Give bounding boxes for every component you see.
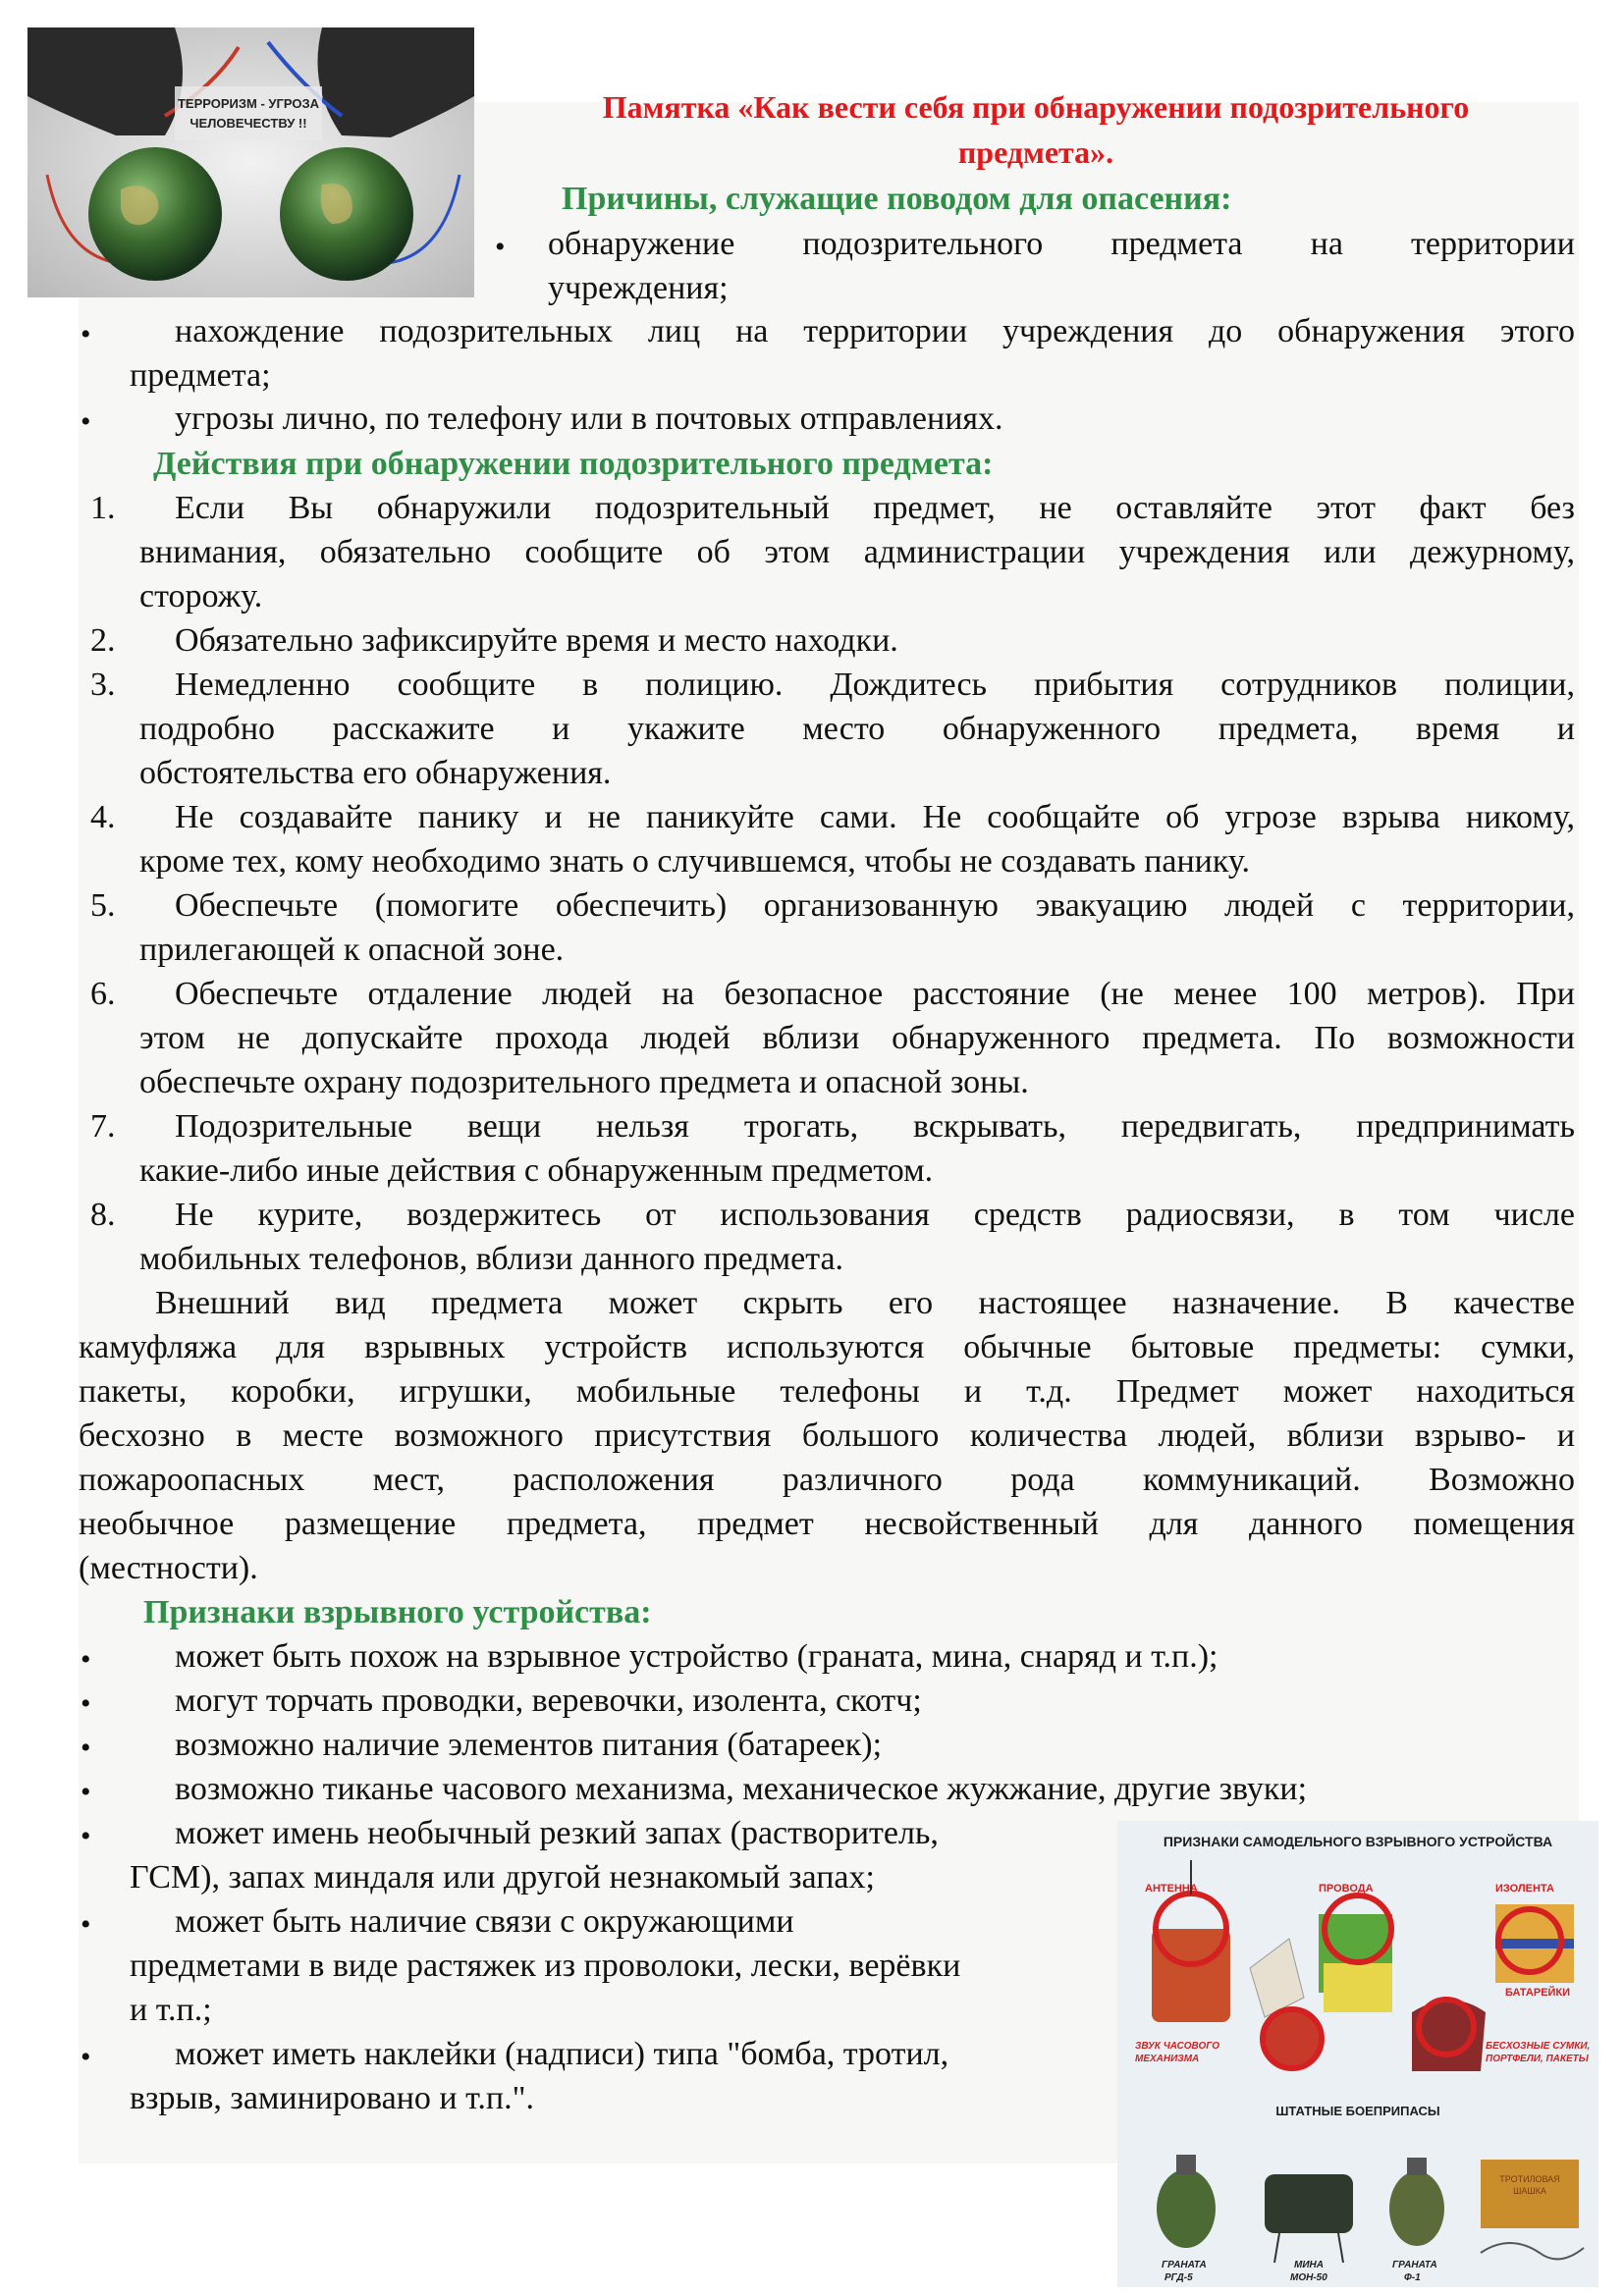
actions-heading: Действия при обнаружении подозрительного предмета: (153, 446, 994, 482)
action-6-line-1: Обеспечьте отдаление людей на безопасное расстояние (не менее 100 метров). При (175, 976, 1575, 1012)
action-7-line-1: Подозрительные вещи нельзя трогать, вскрывать, передвигать, предпринимать (175, 1108, 1575, 1145)
action-6-line-3: обеспечьте охрану подозрительного предмета и опасной зоны. (139, 1064, 1029, 1100)
terrorism-poster-image (27, 27, 474, 297)
bullet-icon: • (81, 318, 91, 350)
action-1-line-3: сторожу. (139, 578, 263, 614)
action-6-number: 6. (90, 976, 116, 1012)
action-1-number: 1. (90, 490, 116, 526)
reason-1-line-2: учреждения; (548, 270, 729, 306)
paragraph-line-4: бесхозно в месте возможного присутствия большого количества людей, вблизи взрыво- и (79, 1417, 1575, 1454)
paragraph-line-2: камуфляжа для взрывных устройств используются обычные бытовые предметы: сумки, (79, 1329, 1575, 1365)
action-8-line-2: мобильных телефонов, вблизи данного предмета. (139, 1241, 844, 1277)
sign-2-line-1: могут торчать проводки, веревочки, изолента, скотч; (175, 1682, 922, 1719)
action-3-line-2: подробно расскажите и укажите место обнаруженного предмета, время и (139, 711, 1575, 747)
paragraph-line-3: пакеты, коробки, игрушки, мобильные телефоны и т.д. Предмет может находиться (79, 1373, 1575, 1410)
paragraph-line-6: необычное размещение предмета, предмет несвойственный для данного помещения (79, 1506, 1575, 1542)
label-batteries: БАТАРЕЙКИ (1505, 1987, 1571, 1999)
paragraph-line-1: Внешний вид предмета может скрыть его настоящее назначение. В качестве (155, 1285, 1575, 1321)
bullet-icon: • (81, 2041, 91, 2073)
label-bags-2: ПОРТФЕЛИ, ПАКЕТЫ (1486, 2054, 1589, 2064)
sign-6-line-3: и т.п.; (130, 1992, 212, 2028)
label-g2-1: ГРАНАТА (1392, 2260, 1437, 2270)
action-3-number: 3. (90, 667, 116, 703)
action-3-line-3: обстоятельства его обнаружения. (139, 755, 612, 791)
action-1-line-1: Если Вы обнаружили подозрительный предмет, не оставляйте этот факт без (175, 490, 1575, 526)
reason-3-line-1: угрозы лично, по телефону или в почтовых отправлениях. (175, 400, 1003, 437)
label-tnt-1: ТРОТИЛОВАЯ (1499, 2174, 1560, 2184)
label-g1-1: ГРАНАТА (1162, 2260, 1207, 2270)
sign-5-line-2: ГСМ), запах миндаля или другой незнакомый запах; (130, 1859, 875, 1896)
bullet-icon: • (81, 1776, 91, 1808)
action-8-number: 8. (90, 1197, 116, 1233)
bullet-icon: • (495, 231, 506, 263)
sign-3-line-1: возможно наличие элементов питания (батареек); (175, 1727, 883, 1763)
signs-heading: Признаки взрывного устройства: (143, 1594, 652, 1630)
poster-caption-2: ЧЕЛОВЕЧЕСТВУ !! (189, 116, 307, 131)
label-mine-2: МОН-50 (1290, 2272, 1327, 2283)
reasons-heading: Причины, служащие поводом для опасения: (562, 181, 1232, 217)
action-2-line-1: Обязательно зафиксируйте время и место находки. (175, 622, 898, 659)
title-line-2: предмета». (957, 134, 1114, 170)
bullet-icon: • (81, 1908, 91, 1941)
action-6-line-2: этом не допускайте прохода людей вблизи обнаруженного предмета. По возможности (139, 1020, 1575, 1056)
label-wires: ПРОВОДА (1319, 1883, 1374, 1895)
bullet-icon: • (81, 1643, 91, 1676)
bullet-icon: • (81, 1687, 91, 1720)
label-g2-2: Ф-1 (1404, 2272, 1421, 2283)
action-5-line-2: прилегающей к опасной зоне. (139, 932, 565, 968)
action-8-line-1: Не курите, воздержитесь от использования средств радиосвязи, в том числе (175, 1197, 1575, 1233)
label-clock-1: ЗВУК ЧАСОВОГО (1135, 2041, 1220, 2052)
sign-6-line-1: может быть наличие связи с окружающими (175, 1903, 794, 1940)
sign-5-line-1: может имень необычный резкий запах (растворитель, (175, 1815, 939, 1851)
paragraph-line-7: (местности). (79, 1550, 258, 1586)
action-4-line-1: Не создавайте панику и не паникуйте сами. Не сообщайте об угрозе взрыва никому, (175, 799, 1575, 835)
paragraph-line-5: пожароопасных мест, расположения различного рода коммуникаций. Возможно (79, 1462, 1575, 1498)
sign-6-line-2: предметами в виде растяжек из проволоки, лески, верёвки (130, 1948, 961, 1984)
sign-7-line-2: взрыв, заминировано и т.п.". (130, 2080, 534, 2116)
action-5-line-1: Обеспечьте (помогите обеспечить) организованную эвакуацию людей с территории, (175, 887, 1575, 924)
sign-7-line-1: может иметь наклейки (надписи) типа "бомба, тротил, (175, 2036, 949, 2072)
action-4-line-2: кроме тех, кому необходимо знать о случившемся, чтобы не создавать панику. (139, 843, 1251, 880)
reason-2-line-2: предмета; (130, 357, 271, 394)
poster-title: ПРИЗНАКИ САМОДЕЛЬНОГО ВЗРЫВНОГО УСТРОЙСТВА (1163, 1834, 1553, 1849)
label-tape: ИЗОЛЕНТА (1495, 1883, 1554, 1895)
poster-caption-1: ТЕРРОРИЗМ - УГРОЗА (177, 96, 320, 111)
action-7-line-2: какие-либо иные действия с обнаруженным предметом. (139, 1152, 934, 1189)
action-7-number: 7. (90, 1108, 116, 1145)
action-1-line-2: внимания, обязательно сообщите об этом администрации учреждения или дежурному, (139, 534, 1575, 570)
sign-4-line-1: возможно тиканье часового механизма, механическое жужжание, другие звуки; (175, 1771, 1308, 1807)
reason-1-line-1: обнаружение подозрительного предмета на территории (548, 226, 1575, 262)
sign-1-line-1: может быть похож на взрывное устройство (граната, мина, снаряд и т.п.); (175, 1638, 1218, 1675)
label-mine-1: МИНА (1294, 2260, 1324, 2270)
action-5-number: 5. (90, 887, 116, 924)
label-clock-2: МЕХАНИЗМА (1135, 2054, 1200, 2064)
bullet-icon: • (81, 405, 91, 438)
action-4-number: 4. (90, 799, 116, 835)
reason-2-line-1: нахождение подозрительных лиц на территории учреждения до обнаружения этого (175, 313, 1575, 349)
page-title (491, 84, 1581, 175)
title-line-1: Памятка «Как вести себя при обнаружении подозрительного (602, 89, 1470, 125)
action-3-line-1: Немедленно сообщите в полицию. Дождитесь прибытия сотрудников полиции, (175, 667, 1575, 703)
label-g1-2: РГД-5 (1164, 2272, 1193, 2283)
bullet-icon: • (81, 1732, 91, 1764)
label-tnt-2: ШАШКА (1513, 2186, 1546, 2196)
label-standard: ШТАТНЫЕ БОЕПРИПАСЫ (1275, 2104, 1440, 2118)
bullet-icon: • (81, 1820, 91, 1852)
label-bags-1: БЕСХОЗНЫЕ СУМКИ, (1486, 2041, 1591, 2052)
explosive-device-poster (1117, 1821, 1598, 2287)
action-2-number: 2. (90, 622, 116, 659)
label-antenna: АНТЕННА (1145, 1883, 1198, 1895)
